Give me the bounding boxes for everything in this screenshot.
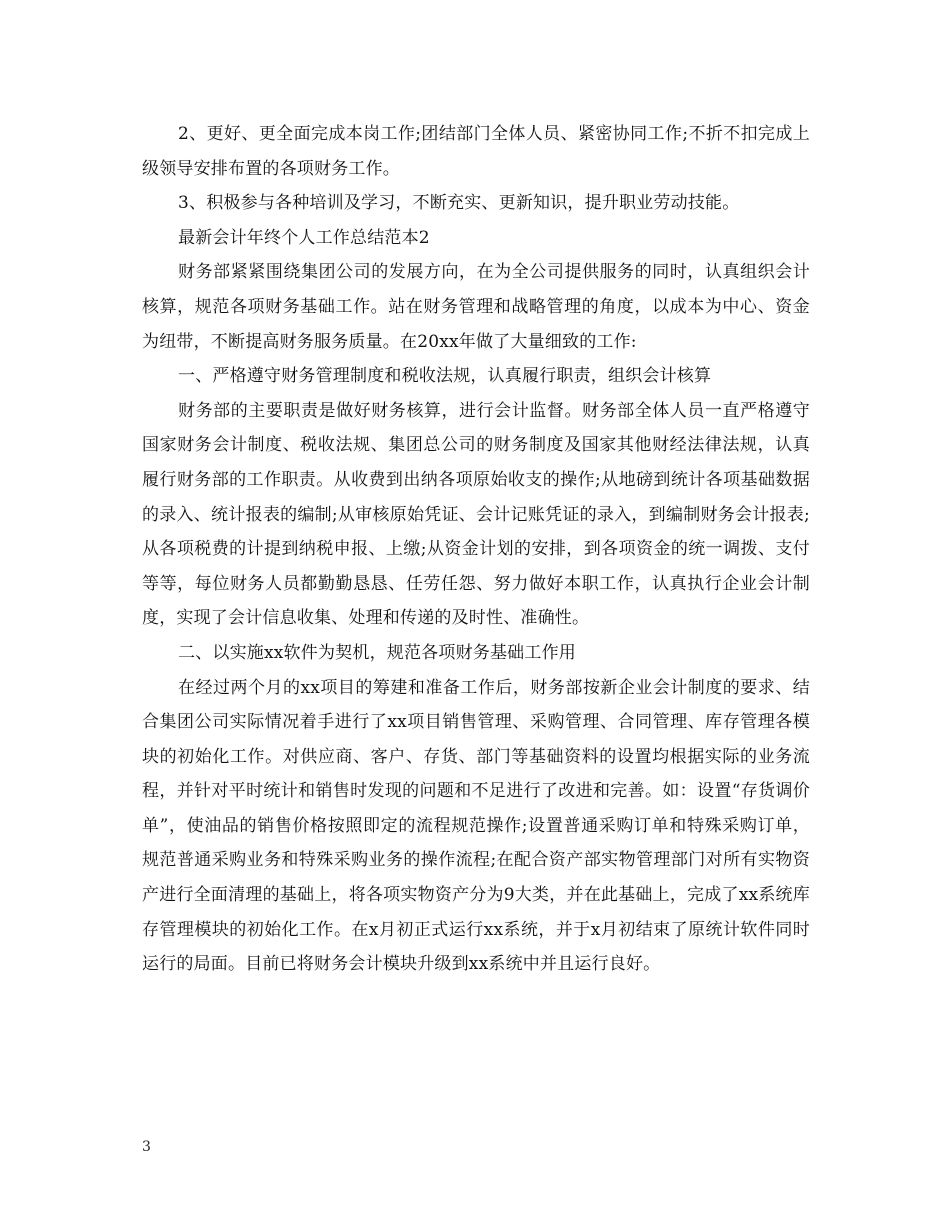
paragraph-duties: 财务部的主要职责是做好财务核算，进行会计监督。财务部全体人员一直严格遵守国家财务会计制度、税收法规、集团总公司的财务制度及国家其他财经法律法规，认真履行财务部的工作职责。从收费到出纳各项原始收支的操作;从地磅到统计各项基础数据的录入、统计报表的编制;从审核原始凭证、会计记账凭证的录入，到编制财务会计报表;从各项税费的计提到纳税申报、上缴;从资金计划的安排，到各项资金的统一调拨、支付等等，每位财务人员都勤勤恳恳、任劳任怨、努力做好本职工作，认真执行企业会计制度，实现了会计信息收集、处理和传递的及时性、准确性。	[142, 400, 810, 629]
page-number: 3	[142, 1139, 151, 1155]
paragraph-software: 在经过两个月的xx项目的筹建和准备工作后，财务部按新企业会计制度的要求、结合集团公司实际情况着手进行了xx项目销售管理、采购管理、合同管理、库存管理各模块的初始化工作。对供应商、客户、存货、部门等基础资料的设置均根据实际的业务流程，并针对平时统计和销售时发现的问题和不足进行了改进和完善。如：设置“存货调价单”，使油品的销售价格按照即定的流程规范操作;设置普通采购订单和特殊采购订单，规范普通采购业务和特殊采购业务的操作流程;在配合资产部实物管理部门对所有实物资产进行全面清理的基础上，将各项实物资产分为9大类，并在此基础上，完成了xx系统库存管理模块的初始化工作。在x月初正式运行xx系统，并于x月初结束了原统计软件同时运行的局面。目前已将财务会计模块升级到xx系统中并且运行良好。	[142, 677, 810, 975]
document-body	[142, 117, 810, 982]
intro-paragraph: 财务部紧紧围绕集团公司的发展方向，在为全公司提供服务的同时，认真组织会计核算，规范各项财务基础工作。站在财务管理和战略管理的角度，以成本为中心、资金为纽带，不断提高财务服务质量。在20xx年做了大量细致的工作:	[142, 262, 810, 352]
heading-one: 一、严格遵守财务管理制度和税收法规，认真履行职责，组织会计核算	[178, 366, 712, 387]
heading-two: 二、以实施xx软件为契机，规范各项财务基础工作用	[178, 642, 576, 663]
paragraph-item-3: 3、积极参与各种培训及学习，不断充实、更新知识，提升职业劳动技能。	[178, 193, 740, 214]
section-title: 最新会计年终个人工作总结范本2	[178, 227, 430, 248]
paragraph-item-2: 2、更好、更全面完成本岗工作;团结部门全体人员、紧密协同工作;不折不扣完成上级领导安排布置的各项财务工作。	[142, 124, 810, 179]
